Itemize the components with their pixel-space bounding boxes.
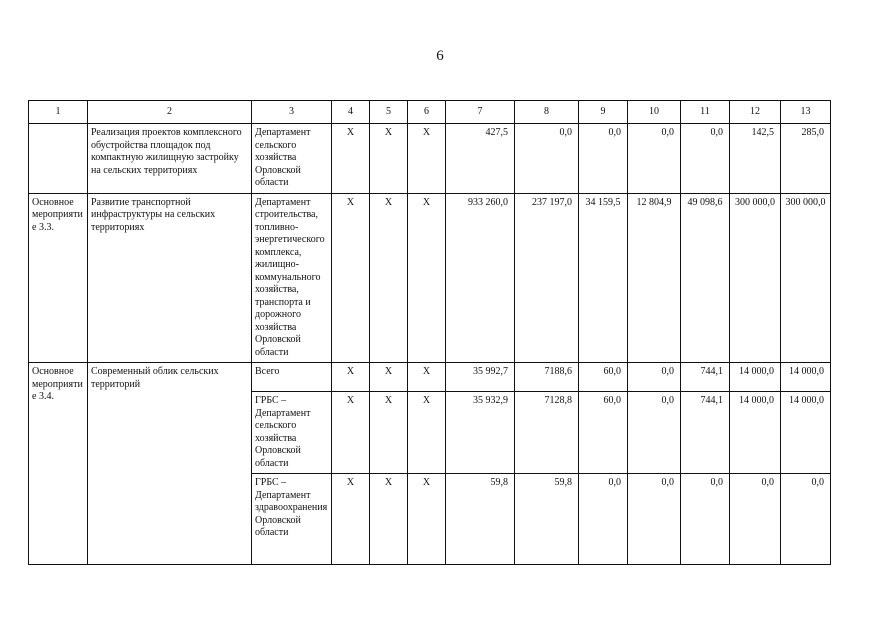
executor-cell: Департамент строительства, топливно-энергетического комплекса, жилищно-коммунального хозяйства, транспорта и дорожного хозяйства Орловской области — [252, 193, 332, 363]
amount-cell: 0,0 — [781, 474, 831, 565]
column-header: 4 — [332, 101, 370, 124]
column-header: 5 — [370, 101, 408, 124]
measure-cell: Основное мероприятие 3.3. — [29, 193, 88, 363]
amount-cell: 59,8 — [446, 474, 515, 565]
code-cell: Х — [370, 392, 408, 474]
executor-cell: ГРБС – Департамент здравоохранения Орловской области — [252, 474, 332, 565]
amount-cell: 0,0 — [515, 124, 579, 194]
column-header: 7 — [446, 101, 515, 124]
amount-cell: 7188,6 — [515, 363, 579, 392]
amount-cell: 0,0 — [579, 124, 628, 194]
amount-cell: 0,0 — [628, 474, 681, 565]
amount-cell: 0,0 — [681, 474, 730, 565]
amount-cell: 7128,8 — [515, 392, 579, 474]
amount-cell: 59,8 — [515, 474, 579, 565]
code-cell: Х — [332, 193, 370, 363]
amount-cell: 0,0 — [730, 474, 781, 565]
executor-cell: Всего — [252, 363, 332, 392]
code-cell: Х — [408, 474, 446, 565]
amount-cell: 35 932,9 — [446, 392, 515, 474]
measure-name-cell: Современный облик сельских территорий — [88, 363, 252, 565]
code-cell: Х — [332, 392, 370, 474]
measure-cell: Основное мероприятие 3.4. — [29, 363, 88, 565]
code-cell: Х — [370, 363, 408, 392]
code-cell: Х — [370, 124, 408, 194]
table-row — [29, 193, 831, 363]
amount-cell: 300 000,0 — [781, 193, 831, 363]
amount-cell: 142,5 — [730, 124, 781, 194]
column-header: 2 — [88, 101, 252, 124]
amount-cell: 14 000,0 — [781, 392, 831, 474]
amount-cell: 300 000,0 — [730, 193, 781, 363]
table-header-row — [29, 101, 831, 124]
amount-cell: 0,0 — [628, 392, 681, 474]
amount-cell: 933 260,0 — [446, 193, 515, 363]
code-cell: Х — [332, 474, 370, 565]
column-header: 3 — [252, 101, 332, 124]
code-cell: Х — [408, 193, 446, 363]
code-cell: Х — [370, 474, 408, 565]
amount-cell: 34 159,5 — [579, 193, 628, 363]
code-cell: Х — [332, 363, 370, 392]
column-header: 13 — [781, 101, 831, 124]
amount-cell: 49 098,6 — [681, 193, 730, 363]
code-cell: Х — [332, 124, 370, 194]
budget-table — [28, 100, 831, 565]
executor-cell: ГРБС – Департамент сельского хозяйства Орловской области — [252, 392, 332, 474]
column-header: 10 — [628, 101, 681, 124]
measure-name-cell: Реализация проектов комплексного обустройства площадок под компактную жилищную застройку на сельских территориях — [88, 124, 252, 194]
table-row — [29, 363, 831, 392]
table-row — [29, 124, 831, 194]
amount-cell: 285,0 — [781, 124, 831, 194]
measure-name-cell: Развитие транспортной инфраструктуры на сельских территориях — [88, 193, 252, 363]
amount-cell: 12 804,9 — [628, 193, 681, 363]
code-cell: Х — [370, 193, 408, 363]
code-cell: Х — [408, 392, 446, 474]
amount-cell: 0,0 — [628, 363, 681, 392]
amount-cell: 744,1 — [681, 363, 730, 392]
column-header: 12 — [730, 101, 781, 124]
amount-cell: 35 992,7 — [446, 363, 515, 392]
amount-cell: 14 000,0 — [781, 363, 831, 392]
column-header: 11 — [681, 101, 730, 124]
amount-cell: 237 197,0 — [515, 193, 579, 363]
code-cell: Х — [408, 124, 446, 194]
column-header: 1 — [29, 101, 88, 124]
executor-cell: Департамент сельского хозяйства Орловской области — [252, 124, 332, 194]
page-number: 6 — [436, 48, 444, 64]
column-header: 6 — [408, 101, 446, 124]
amount-cell: 0,0 — [628, 124, 681, 194]
column-header: 8 — [515, 101, 579, 124]
amount-cell: 744,1 — [681, 392, 730, 474]
amount-cell: 14 000,0 — [730, 363, 781, 392]
amount-cell: 0,0 — [579, 474, 628, 565]
amount-cell: 427,5 — [446, 124, 515, 194]
code-cell: Х — [408, 363, 446, 392]
amount-cell: 60,0 — [579, 392, 628, 474]
amount-cell: 0,0 — [681, 124, 730, 194]
amount-cell: 60,0 — [579, 363, 628, 392]
column-header: 9 — [579, 101, 628, 124]
measure-cell — [29, 124, 88, 194]
amount-cell: 14 000,0 — [730, 392, 781, 474]
